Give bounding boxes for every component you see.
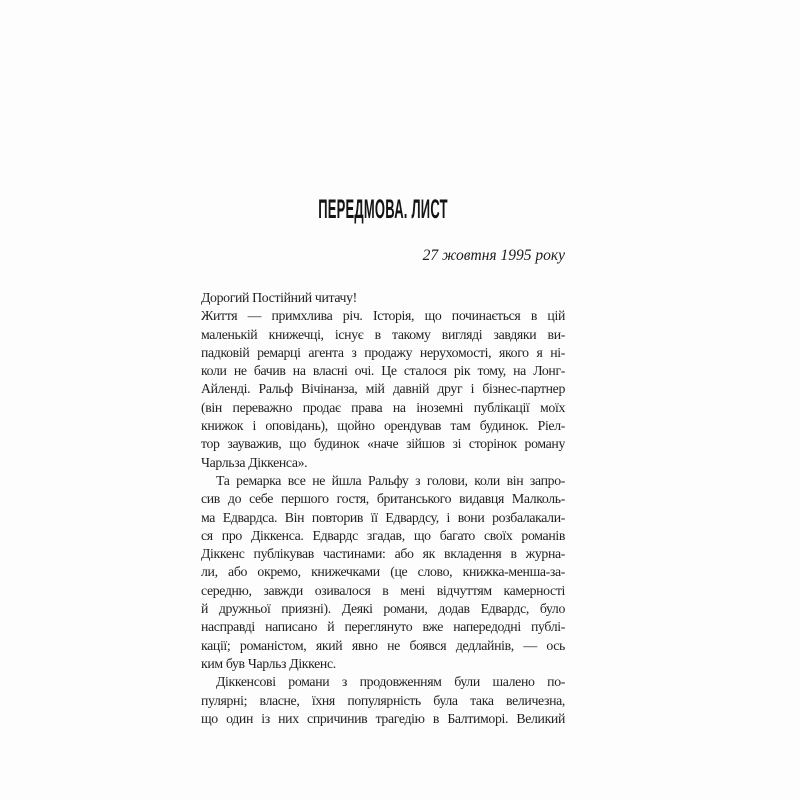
text-line: ким був Чарльз Діккенс.	[201, 655, 336, 671]
text-line: й дружньої приязні). Деякі романи, додав Едвардс, було	[201, 601, 565, 617]
text-line: ся про Діккенса. Едвардс згадав, що багато своїх романів	[201, 527, 565, 543]
text-line: середню, завжди озивалося в мені відчуттям камерності	[201, 582, 565, 598]
page-body	[201, 289, 565, 728]
text-line: Життя — примхлива річ. Історія, що починається в цій	[201, 308, 565, 324]
chapter-heading	[201, 196, 565, 222]
text-line: пулярні; власне, їхня популярність була така величезна,	[201, 692, 565, 708]
text-line: Та ремарка все не йшла Ральфу з голови, коли він запро-	[216, 472, 565, 488]
text-line: тор зауважив, що будинок «наче зійшов зі сторінок роману	[201, 436, 565, 452]
text-line: Айленді. Ральф Вічінанза, мій давній друг і бізнес-партнер	[201, 381, 565, 397]
text-line: Діккенс публікував частинами: або як вкладення в журна-	[201, 546, 565, 562]
text-line: (він переважно продає права на іноземні публікації моїх	[201, 399, 565, 415]
text-line: ли, або окремо, книжечками (це слово, книжка-менша-за-	[201, 564, 565, 580]
text-line: кації; романістом, який явно не боявся дедлайнів, — ось	[201, 637, 565, 653]
text-line: Діккенсові романи з продовженням були шалено по-	[216, 674, 565, 690]
date-line: 27 жовтня 1995 року	[422, 247, 565, 264]
text-line: насправді написано й переглянуто вже напередодні публі-	[201, 619, 565, 635]
text-line: коли не бачив на власні очі. Це сталося рік тому, на Лонг-	[201, 363, 565, 379]
text-line: книжок і оповідань), щойно орендував там будинок. Ріел-	[201, 418, 565, 434]
text-line: падковій ремарці агента з продажу нерухомості, якого я ні-	[201, 344, 565, 360]
text-line: Чарльза Діккенса».	[201, 454, 308, 470]
text-line: що один із них спричинив трагедію в Балтиморі. Великий	[201, 710, 565, 726]
text-line: маленькій книжечці, існує в такому вигляді завдяки ви-	[201, 326, 565, 342]
text-line: сив до себе першого гостя, британського видавця Малколь-	[201, 491, 565, 507]
text-line: Дорогий Постійний читачу!	[201, 290, 357, 305]
text-line: ма Едвардса. Він повторив її Едвардсу, і вони розбалакали-	[201, 509, 565, 525]
page-title: ПЕРЕДМОВА. ЛИСТ	[318, 194, 448, 224]
